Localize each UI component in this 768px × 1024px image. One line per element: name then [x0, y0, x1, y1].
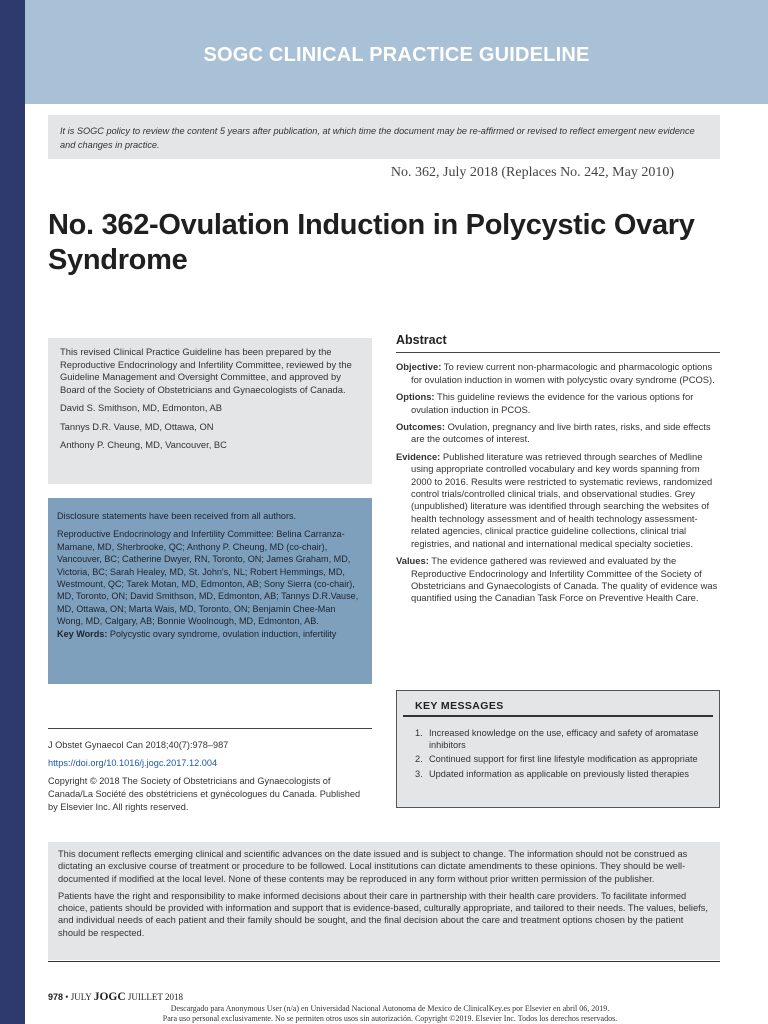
footer-month-en: JULY — [70, 992, 92, 1002]
journal-citation: J Obstet Gynaecol Can 2018;40(7):978–987 — [48, 740, 229, 750]
outcomes-text: Ovulation, pregnancy and live birth rates, risks, and side effects are the outcomes of interest. — [411, 421, 711, 445]
copyright-notice: Copyright © 2018 The Society of Obstetricians and Gynaecologists of Canada/La Société des obstétriciens et gynécologues du Canada. Published by Elsevier Inc. All rights reserved. — [48, 776, 361, 812]
disclaimer-box — [48, 842, 720, 960]
citation-block — [48, 728, 372, 819]
key-messages-box — [396, 690, 720, 808]
disclaimer-paragraph: This document reflects emerging clinical and scientific advances on the date issued and is subject to change. The information should not be construed as dictating an exclusive course of treatment or procedure to be followed. Local institutions can dictate amendments to these opinions. They should be well-documented if modified at the local level. None of these contents may be reproduced in any form without prior written permission of the publisher. — [58, 849, 688, 884]
disclosure-box — [48, 498, 372, 684]
doi-link[interactable]: https://doi.org/10.1016/j.jogc.2017.12.004 — [48, 758, 218, 768]
footer-bullet: • — [65, 992, 69, 1002]
key-message-item — [415, 768, 707, 780]
key-message-number: 1. — [415, 728, 423, 738]
abstract-values — [396, 555, 720, 605]
options-label: Options: — [396, 391, 435, 403]
preparation-statement: This revised Clinical Practice Guideline has been prepared by the Reproductive Endocrinology and Infertility Committee, reviewed by the Guideline Management and Oversight Committee, and approved by Board of the Society of Obstetricians and Gynaecologists of Canada. — [60, 346, 352, 395]
objective-label: Objective: — [396, 361, 442, 373]
evidence-text: Published literature was retrieved through searches of Medline using appropriate controlled vocabulary and key words spanning from 2000 to 2016. Results were restricted to systematic reviews, randomized control trials/controlled clinical trials, and observational studies. Grey (unpublished) literature was identified through searching the websites of health technology assessment and of health technology assessment-related agencies, clinical practice guideline collections, clinical trial registries, and national and international medical specialty societies. — [411, 450, 713, 549]
key-messages-heading: KEY MESSAGES — [403, 700, 713, 717]
abstract-outcomes — [396, 421, 720, 446]
keywords-text: Polycystic ovary syndrome, ovulation induction, infertility — [109, 628, 337, 639]
journal-name: JOGC — [93, 991, 126, 1003]
values-label: Values: — [396, 555, 429, 567]
review-policy-note: It is SOGC policy to review the content 5 years after publication, at which time the document may be re-affirmed or revised to reflect emergent new evidence and changes in practice. — [48, 115, 720, 159]
committee-members: Reproductive Endocrinology and Infertility Committee: Belina Carranza-Mamane, MD, Sherbrooke, QC; Anthony P. Cheung, MD (co-chair), Vancouver, BC; Catherine Dwyer, RN, Toronto, ON; James Graham, MD, Victoria, BC; Sarah Healey, MD, St. John's, NL; Robert Hemmings, MD, Westmount, QC; Tarek Motan, MD, Edmonton, AB; Sony Sierra (co-chair), MD, Toronto, ON; David Smithson, MD, Edmonton, AB; Tannys D.R.Vause, MD, Ottawa, ON; Marta Wais, MD, Toronto, ON; Benjamin Chee-Man Wong, MD, Calgary, AB; Bonnie Woolnough, MD, Edmonton, AB. — [57, 529, 359, 627]
key-message-item — [415, 753, 707, 765]
download-notice — [60, 1004, 720, 1024]
preparation-box — [48, 338, 372, 484]
key-message-text: Updated information as applicable on previously listed therapies — [429, 768, 689, 779]
document-title: No. 362-Ovulation Induction in Polycystic Ovary Syndrome — [48, 209, 695, 276]
options-text: This guideline reviews the evidence for the various options for ovulation induction in PCOS. — [411, 391, 694, 415]
keywords-label: Key Words: — [57, 628, 108, 639]
abstract-objective — [396, 361, 720, 386]
disclosure-statement: Disclosure statements have been received from all authors. — [57, 511, 297, 521]
abstract-section — [396, 334, 720, 610]
page-footer — [48, 991, 183, 1003]
author-entry: Tannys D.R. Vause, MD, Ottawa, ON — [60, 420, 214, 432]
key-message-number: 3. — [415, 768, 423, 779]
abstract-heading: Abstract — [396, 334, 720, 353]
key-message-item — [415, 727, 707, 751]
abstract-evidence — [396, 451, 720, 550]
footer-month-fr: JUILLET — [127, 992, 163, 1002]
key-message-text: Increased knowledge on the use, efficacy and safety of aromatase inhibitors — [429, 728, 699, 751]
evidence-label: Evidence: — [396, 450, 441, 462]
key-message-text: Continued support for first line lifestyle modification as appropriate — [429, 754, 698, 765]
guideline-banner — [25, 0, 768, 104]
author-list — [60, 402, 360, 452]
objective-text: To review current non-pharmacologic and pharmacologic options for ovulation induction in women with polycystic ovary syndrome (PCOS). — [411, 361, 715, 385]
banner-title: SOGC CLINICAL PRACTICE GUIDELINE — [203, 44, 590, 66]
download-line: Descargado para Anonymous User (n/a) en Universidad Nacional Autonoma de Mexico de ClinicalKey.es por Elsevier en abril 06, 2019. — [170, 1004, 610, 1013]
download-line: Para uso personal exclusivamente. No se permiten otros usos sin autorización. Copyright ©2019. Elsevier Inc. Todos los derechos reservados. — [162, 1014, 618, 1023]
issue-line: No. 362, July 2018 (Replaces No. 242, May 2010) — [390, 165, 674, 180]
page-number: 978 — [48, 992, 64, 1002]
footer-divider — [48, 961, 720, 962]
author-entry: Anthony P. Cheung, MD, Vancouver, BC — [60, 439, 227, 450]
key-messages-list — [403, 727, 713, 780]
author-entry: David S. Smithson, MD, Edmonton, AB — [60, 402, 223, 413]
abstract-options — [396, 391, 720, 416]
keywords-line — [57, 628, 363, 640]
patient-rights-paragraph: Patients have the right and responsibility to make informed decisions about their care in partnership with their health care providers. To facilitate informed choice, patients should be provided with information and support that is evidence-based, culturally appropriate, and tailored to their needs. The values, beliefs, and individual needs of each patient and their family should be sought, and the final decision about the care and treatment options chosen by the patient should be respected. — [58, 890, 708, 938]
outcomes-label: Outcomes: — [396, 421, 445, 433]
values-text: The evidence gathered was reviewed and evaluated by the Reproductive Endocrinology and Infertility Committee of the Society of Obstetricians and Gynaecologists of Canada. The quality of evidence was quantified using the Canadian Task Force on Preventive Health Care. — [411, 555, 718, 604]
journal-spine-bar — [0, 0, 25, 1024]
key-message-number: 2. — [415, 754, 423, 765]
footer-year: 2018 — [164, 992, 183, 1002]
